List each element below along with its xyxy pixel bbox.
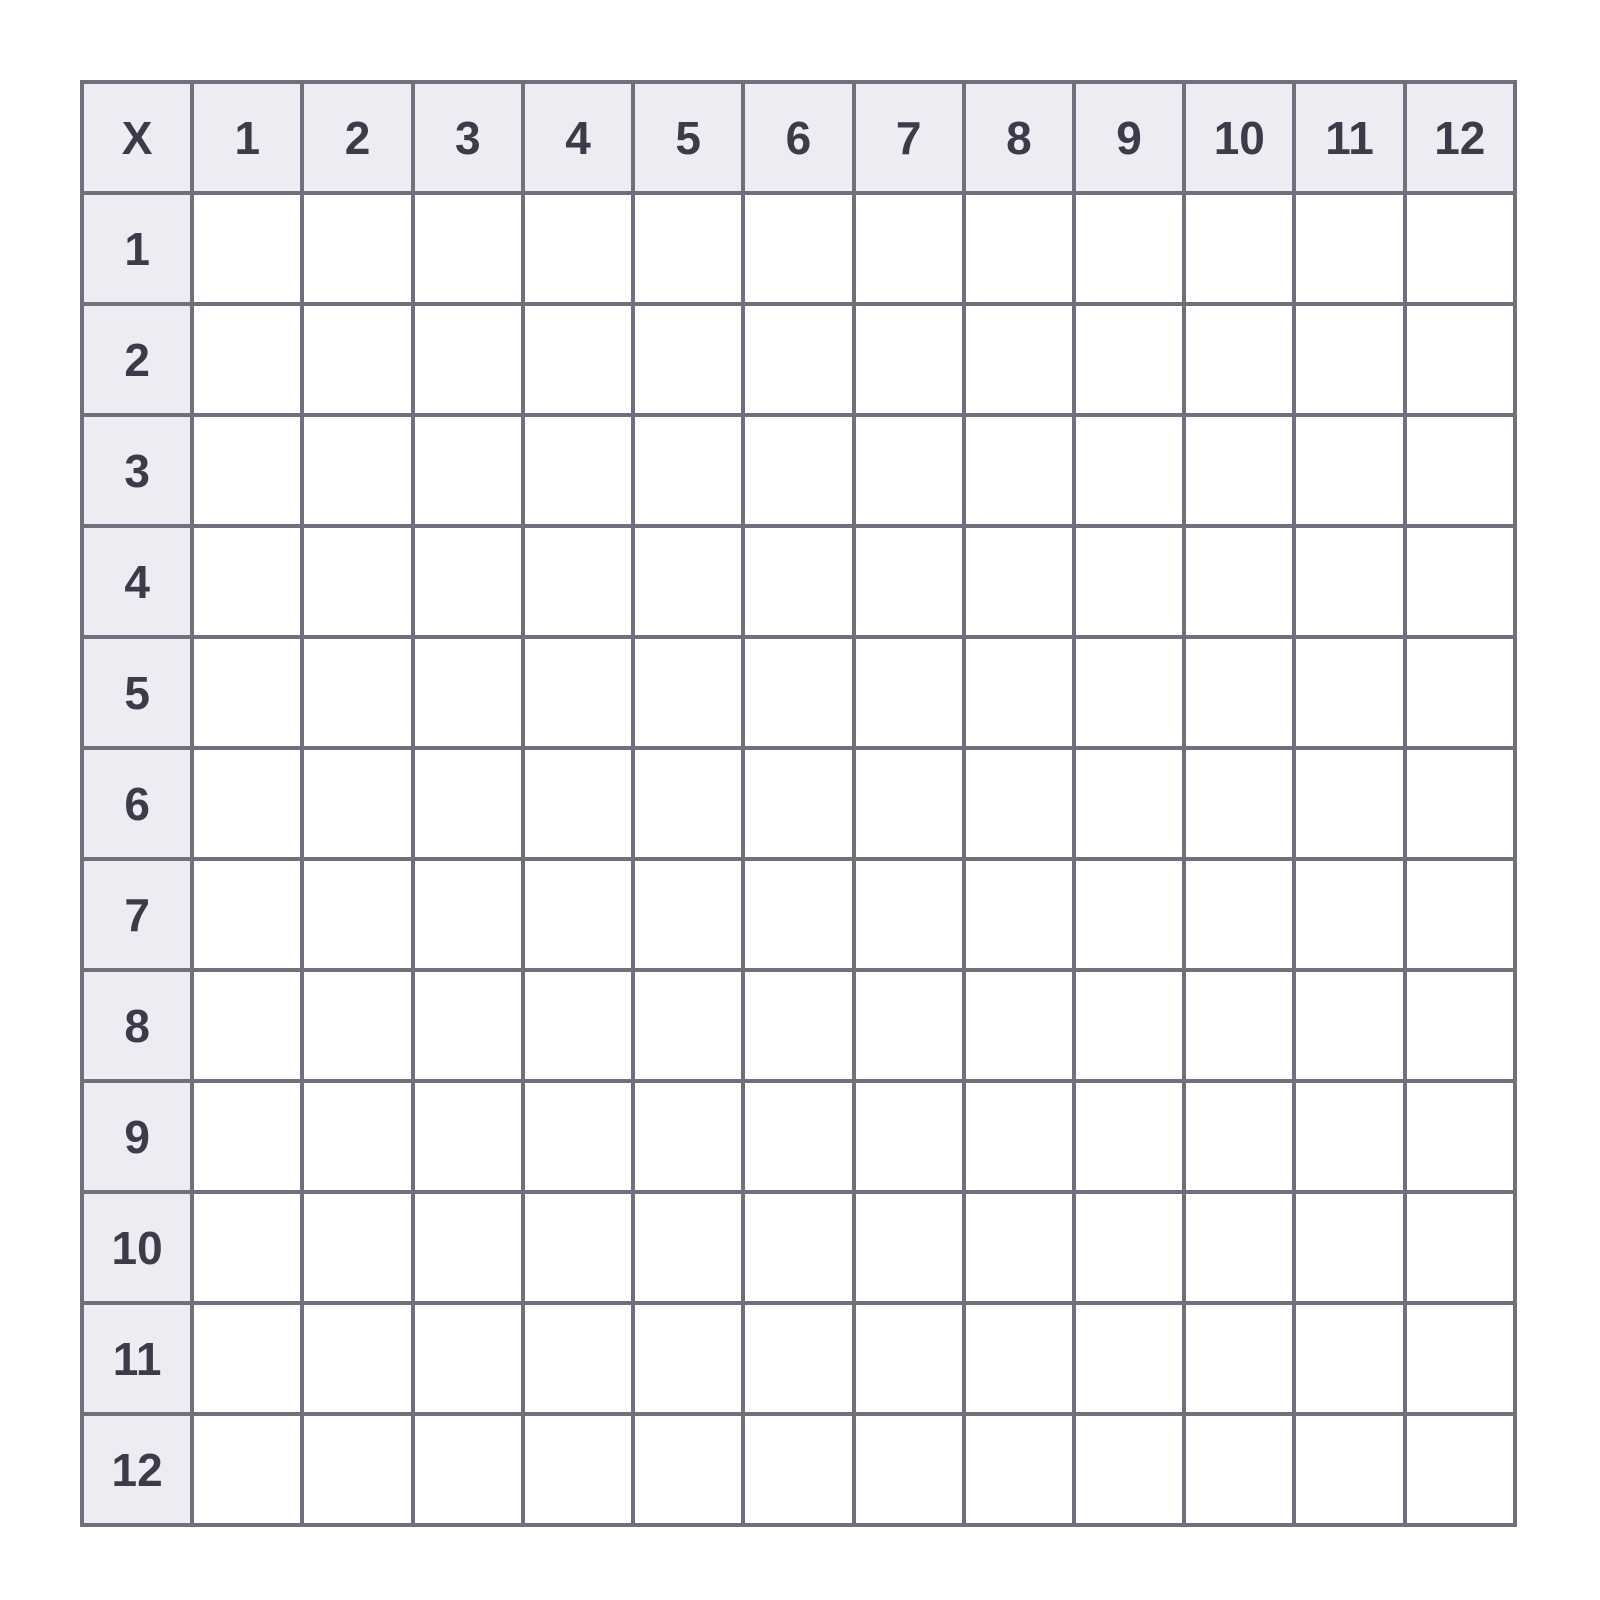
answer-cell-10x11[interactable] (1294, 1192, 1404, 1303)
answer-cell-2x3[interactable] (413, 304, 523, 415)
answer-cell-4x7[interactable] (854, 526, 964, 637)
answer-cell-2x10[interactable] (1184, 304, 1294, 415)
answer-cell-8x6[interactable] (743, 970, 853, 1081)
answer-cell-10x3[interactable] (413, 1192, 523, 1303)
answer-cell-8x10[interactable] (1184, 970, 1294, 1081)
answer-cell-5x1[interactable] (192, 637, 302, 748)
answer-cell-12x12[interactable] (1405, 1414, 1515, 1525)
table-row-2 (82, 304, 1515, 415)
answer-cell-2x9[interactable] (1074, 304, 1184, 415)
answer-cell-1x4[interactable] (523, 193, 633, 304)
table-row-9 (82, 1081, 1515, 1192)
table-row-7 (82, 859, 1515, 970)
table-row-11 (82, 1303, 1515, 1414)
answer-cell-7x4[interactable] (523, 859, 633, 970)
answer-cell-1x7[interactable] (854, 193, 964, 304)
column-header-4: 4 (523, 82, 633, 193)
answer-cell-11x3[interactable] (413, 1303, 523, 1414)
answer-cell-1x2[interactable] (302, 193, 412, 304)
row-header-4: 4 (82, 526, 192, 637)
answer-cell-2x8[interactable] (964, 304, 1074, 415)
answer-cell-3x6[interactable] (743, 415, 853, 526)
answer-cell-7x5[interactable] (633, 859, 743, 970)
row-header-1: 1 (82, 193, 192, 304)
answer-cell-10x10[interactable] (1184, 1192, 1294, 1303)
answer-cell-12x2[interactable] (302, 1414, 412, 1525)
answer-cell-3x5[interactable] (633, 415, 743, 526)
answer-cell-5x8[interactable] (964, 637, 1074, 748)
answer-cell-1x6[interactable] (743, 193, 853, 304)
row-header-5: 5 (82, 637, 192, 748)
answer-cell-2x7[interactable] (854, 304, 964, 415)
answer-cell-5x5[interactable] (633, 637, 743, 748)
answer-cell-9x11[interactable] (1294, 1081, 1404, 1192)
answer-cell-1x8[interactable] (964, 193, 1074, 304)
answer-cell-1x5[interactable] (633, 193, 743, 304)
table-body (82, 193, 1515, 1525)
row-header-8: 8 (82, 970, 192, 1081)
answer-cell-5x2[interactable] (302, 637, 412, 748)
answer-cell-6x2[interactable] (302, 748, 412, 859)
answer-cell-10x7[interactable] (854, 1192, 964, 1303)
answer-cell-6x4[interactable] (523, 748, 633, 859)
answer-cell-12x8[interactable] (964, 1414, 1074, 1525)
answer-cell-4x12[interactable] (1405, 526, 1515, 637)
answer-cell-6x10[interactable] (1184, 748, 1294, 859)
answer-cell-4x8[interactable] (964, 526, 1074, 637)
row-header-10: 10 (82, 1192, 192, 1303)
answer-cell-11x1[interactable] (192, 1303, 302, 1414)
answer-cell-4x10[interactable] (1184, 526, 1294, 637)
answer-cell-12x4[interactable] (523, 1414, 633, 1525)
answer-cell-10x4[interactable] (523, 1192, 633, 1303)
row-header-3: 3 (82, 415, 192, 526)
answer-cell-5x10[interactable] (1184, 637, 1294, 748)
answer-cell-1x3[interactable] (413, 193, 523, 304)
answer-cell-10x2[interactable] (302, 1192, 412, 1303)
answer-cell-1x11[interactable] (1294, 193, 1404, 304)
answer-cell-10x9[interactable] (1074, 1192, 1184, 1303)
column-header-8: 8 (964, 82, 1074, 193)
answer-cell-6x7[interactable] (854, 748, 964, 859)
answer-cell-11x6[interactable] (743, 1303, 853, 1414)
answer-cell-3x11[interactable] (1294, 415, 1404, 526)
answer-cell-5x7[interactable] (854, 637, 964, 748)
answer-cell-8x12[interactable] (1405, 970, 1515, 1081)
answer-cell-4x3[interactable] (413, 526, 523, 637)
answer-cell-11x12[interactable] (1405, 1303, 1515, 1414)
answer-cell-12x3[interactable] (413, 1414, 523, 1525)
answer-cell-1x10[interactable] (1184, 193, 1294, 304)
table-row-5 (82, 637, 1515, 748)
answer-cell-2x1[interactable] (192, 304, 302, 415)
row-header-11: 11 (82, 1303, 192, 1414)
answer-cell-5x12[interactable] (1405, 637, 1515, 748)
answer-cell-10x1[interactable] (192, 1192, 302, 1303)
answer-cell-6x12[interactable] (1405, 748, 1515, 859)
row-header-12: 12 (82, 1414, 192, 1525)
answer-cell-11x9[interactable] (1074, 1303, 1184, 1414)
answer-cell-11x10[interactable] (1184, 1303, 1294, 1414)
table-header (82, 82, 1515, 193)
row-header-7: 7 (82, 859, 192, 970)
answer-cell-8x5[interactable] (633, 970, 743, 1081)
answer-cell-11x8[interactable] (964, 1303, 1074, 1414)
answer-cell-6x5[interactable] (633, 748, 743, 859)
column-header-3: 3 (413, 82, 523, 193)
column-header-7: 7 (854, 82, 964, 193)
answer-cell-9x3[interactable] (413, 1081, 523, 1192)
answer-cell-10x5[interactable] (633, 1192, 743, 1303)
answer-cell-8x3[interactable] (413, 970, 523, 1081)
column-header-11: 11 (1294, 82, 1404, 193)
answer-cell-12x7[interactable] (854, 1414, 964, 1525)
answer-cell-7x12[interactable] (1405, 859, 1515, 970)
answer-cell-6x6[interactable] (743, 748, 853, 859)
answer-cell-4x11[interactable] (1294, 526, 1404, 637)
answer-cell-2x12[interactable] (1405, 304, 1515, 415)
answer-cell-5x3[interactable] (413, 637, 523, 748)
column-header-5: 5 (633, 82, 743, 193)
answer-cell-6x8[interactable] (964, 748, 1074, 859)
answer-cell-9x6[interactable] (743, 1081, 853, 1192)
answer-cell-2x5[interactable] (633, 304, 743, 415)
answer-cell-9x8[interactable] (964, 1081, 1074, 1192)
answer-cell-3x9[interactable] (1074, 415, 1184, 526)
answer-cell-2x2[interactable] (302, 304, 412, 415)
answer-cell-9x12[interactable] (1405, 1081, 1515, 1192)
answer-cell-5x6[interactable] (743, 637, 853, 748)
column-header-1: 1 (192, 82, 302, 193)
table-row-4 (82, 526, 1515, 637)
answer-cell-1x1[interactable] (192, 193, 302, 304)
corner-cell-x: X (82, 82, 192, 193)
answer-cell-10x12[interactable] (1405, 1192, 1515, 1303)
column-header-12: 12 (1405, 82, 1515, 193)
header-row (82, 82, 1515, 193)
table-row-12 (82, 1414, 1515, 1525)
answer-cell-8x2[interactable] (302, 970, 412, 1081)
answer-cell-5x4[interactable] (523, 637, 633, 748)
answer-cell-6x9[interactable] (1074, 748, 1184, 859)
answer-cell-12x9[interactable] (1074, 1414, 1184, 1525)
answer-cell-8x8[interactable] (964, 970, 1074, 1081)
answer-cell-4x1[interactable] (192, 526, 302, 637)
column-header-6: 6 (743, 82, 853, 193)
answer-cell-9x2[interactable] (302, 1081, 412, 1192)
answer-cell-4x4[interactable] (523, 526, 633, 637)
answer-cell-10x6[interactable] (743, 1192, 853, 1303)
answer-cell-9x5[interactable] (633, 1081, 743, 1192)
multiplication-table (80, 80, 1517, 1527)
answer-cell-12x10[interactable] (1184, 1414, 1294, 1525)
row-header-9: 9 (82, 1081, 192, 1192)
row-header-6: 6 (82, 748, 192, 859)
answer-cell-2x4[interactable] (523, 304, 633, 415)
answer-cell-3x3[interactable] (413, 415, 523, 526)
answer-cell-4x9[interactable] (1074, 526, 1184, 637)
answer-cell-8x4[interactable] (523, 970, 633, 1081)
answer-cell-3x1[interactable] (192, 415, 302, 526)
answer-cell-1x12[interactable] (1405, 193, 1515, 304)
table-row-10 (82, 1192, 1515, 1303)
answer-cell-6x11[interactable] (1294, 748, 1404, 859)
answer-cell-7x10[interactable] (1184, 859, 1294, 970)
answer-cell-7x7[interactable] (854, 859, 964, 970)
answer-cell-12x1[interactable] (192, 1414, 302, 1525)
answer-cell-2x11[interactable] (1294, 304, 1404, 415)
answer-cell-8x11[interactable] (1294, 970, 1404, 1081)
column-header-9: 9 (1074, 82, 1184, 193)
table-row-6 (82, 748, 1515, 859)
answer-cell-7x1[interactable] (192, 859, 302, 970)
answer-cell-11x4[interactable] (523, 1303, 633, 1414)
answer-cell-4x2[interactable] (302, 526, 412, 637)
answer-cell-7x2[interactable] (302, 859, 412, 970)
row-header-2: 2 (82, 304, 192, 415)
answer-cell-6x3[interactable] (413, 748, 523, 859)
answer-cell-12x5[interactable] (633, 1414, 743, 1525)
answer-cell-7x9[interactable] (1074, 859, 1184, 970)
answer-cell-11x11[interactable] (1294, 1303, 1404, 1414)
answer-cell-9x10[interactable] (1184, 1081, 1294, 1192)
answer-cell-6x1[interactable] (192, 748, 302, 859)
answer-cell-8x1[interactable] (192, 970, 302, 1081)
answer-cell-8x7[interactable] (854, 970, 964, 1081)
answer-cell-9x9[interactable] (1074, 1081, 1184, 1192)
answer-cell-11x2[interactable] (302, 1303, 412, 1414)
answer-cell-7x3[interactable] (413, 859, 523, 970)
answer-cell-10x8[interactable] (964, 1192, 1074, 1303)
answer-cell-9x4[interactable] (523, 1081, 633, 1192)
answer-cell-11x7[interactable] (854, 1303, 964, 1414)
answer-cell-7x6[interactable] (743, 859, 853, 970)
answer-cell-3x8[interactable] (964, 415, 1074, 526)
table-row-8 (82, 970, 1515, 1081)
answer-cell-5x11[interactable] (1294, 637, 1404, 748)
answer-cell-3x12[interactable] (1405, 415, 1515, 526)
answer-cell-3x7[interactable] (854, 415, 964, 526)
table-row-1 (82, 193, 1515, 304)
answer-cell-3x2[interactable] (302, 415, 412, 526)
answer-cell-9x1[interactable] (192, 1081, 302, 1192)
answer-cell-3x10[interactable] (1184, 415, 1294, 526)
answer-cell-3x4[interactable] (523, 415, 633, 526)
table-row-3 (82, 415, 1515, 526)
answer-cell-11x5[interactable] (633, 1303, 743, 1414)
answer-cell-12x6[interactable] (743, 1414, 853, 1525)
answer-cell-9x7[interactable] (854, 1081, 964, 1192)
answer-cell-7x8[interactable] (964, 859, 1074, 970)
answer-cell-12x11[interactable] (1294, 1414, 1404, 1525)
answer-cell-7x11[interactable] (1294, 859, 1404, 970)
answer-cell-4x6[interactable] (743, 526, 853, 637)
column-header-2: 2 (302, 82, 412, 193)
answer-cell-2x6[interactable] (743, 304, 853, 415)
answer-cell-8x9[interactable] (1074, 970, 1184, 1081)
answer-cell-4x5[interactable] (633, 526, 743, 637)
answer-cell-5x9[interactable] (1074, 637, 1184, 748)
column-header-10: 10 (1184, 82, 1294, 193)
answer-cell-1x9[interactable] (1074, 193, 1184, 304)
